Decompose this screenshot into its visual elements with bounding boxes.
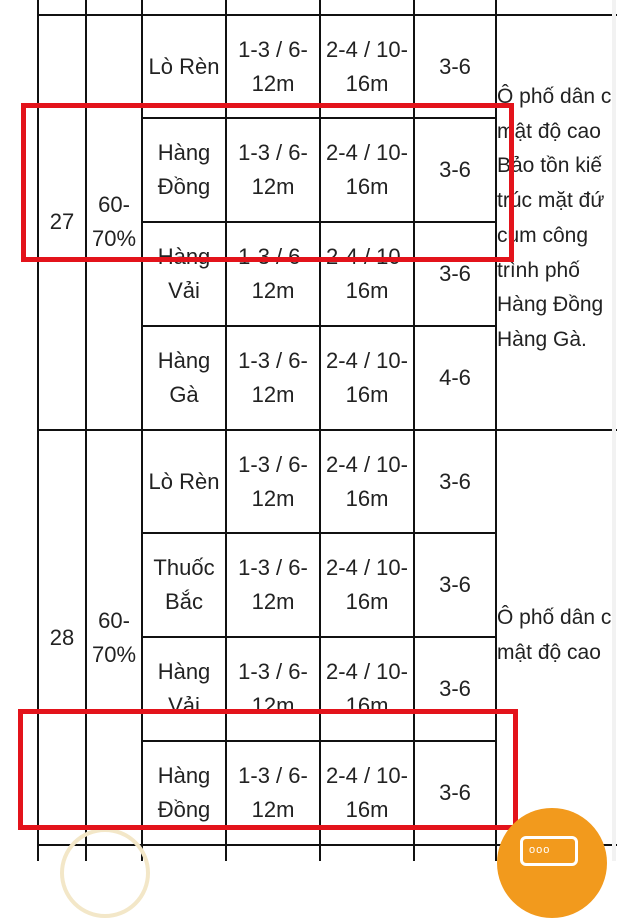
- floors-a: 1-3 / 6-12m: [238, 244, 308, 303]
- floors-b: 2-4 / 10-16m: [326, 555, 408, 614]
- floors-a: 1-3 / 6-12m: [238, 451, 308, 511]
- street-name: Hàng Vải: [157, 244, 211, 303]
- floors-a: 1-3 / 6-12m: [238, 348, 308, 407]
- setback: 3-6: [439, 53, 471, 79]
- floors-a: 1-3 / 6-12m: [238, 140, 308, 199]
- note-line: mật độ cao: [497, 640, 601, 664]
- density-cell: 60-70%: [91, 191, 137, 251]
- note-line: trình phố: [497, 258, 580, 282]
- note-line: Ô phố dân c: [497, 85, 612, 108]
- floors-b: 2-4 / 10-16m: [326, 244, 408, 303]
- setback: 3-6: [439, 261, 471, 286]
- setback: 3-6: [439, 676, 471, 701]
- note-line: Ô phố dân c: [497, 606, 612, 629]
- street-name: Hàng Vải: [157, 659, 211, 718]
- note-line: Hàng Đồng: [497, 293, 604, 317]
- note-cell: [497, 16, 613, 429]
- floors-a: 1-3 / 6-12m: [238, 36, 308, 96]
- note-line: mật độ cao: [497, 119, 601, 143]
- floors-b: 2-4 / 10-16m: [326, 763, 408, 822]
- floors-a: 1-3 / 6-12m: [238, 763, 308, 822]
- street-name: Lò Rèn: [148, 468, 220, 494]
- street-name: Lò Rèn: [148, 53, 220, 79]
- setback: 3-6: [439, 780, 471, 805]
- floors-b: 2-4 / 10-16m: [326, 348, 408, 407]
- highlight-box: [18, 709, 518, 830]
- street-name: Hàng Gà: [157, 348, 211, 407]
- note-line: Bảo tồn kiế: [497, 154, 603, 178]
- floors-b: 2-4 / 10-16m: [326, 659, 408, 718]
- highlight-box: [21, 103, 514, 262]
- note-line: Hàng Gà.: [497, 327, 587, 351]
- setback: 3-6: [439, 468, 471, 494]
- decorative-ring: [60, 828, 150, 918]
- note-line: trúc mặt đứ: [497, 189, 605, 213]
- floors-b: 2-4 / 10-16m: [326, 140, 408, 199]
- floors-a: 1-3 / 6-12m: [238, 555, 308, 614]
- setback: 4-6: [439, 365, 471, 390]
- scrollbar[interactable]: [612, 0, 616, 861]
- setback: 3-6: [439, 572, 471, 597]
- stt-cell: 28: [49, 624, 75, 650]
- street-name: Thuốc Bắc: [153, 555, 215, 614]
- street-name: Hàng Đồng: [157, 763, 211, 822]
- chat-icon: ooo: [520, 836, 578, 866]
- floors-b: 2-4 / 10-16m: [326, 36, 408, 96]
- street-name: Hàng Đồng: [157, 140, 211, 199]
- floors-a: 1-3 / 6-12m: [238, 659, 308, 718]
- setback: 3-6: [439, 157, 471, 182]
- stt-cell: 27: [49, 208, 75, 234]
- density-cell: 60-70%: [91, 607, 137, 667]
- note-line: cụm công: [497, 223, 589, 247]
- floors-b: 2-4 / 10-16m: [326, 451, 408, 511]
